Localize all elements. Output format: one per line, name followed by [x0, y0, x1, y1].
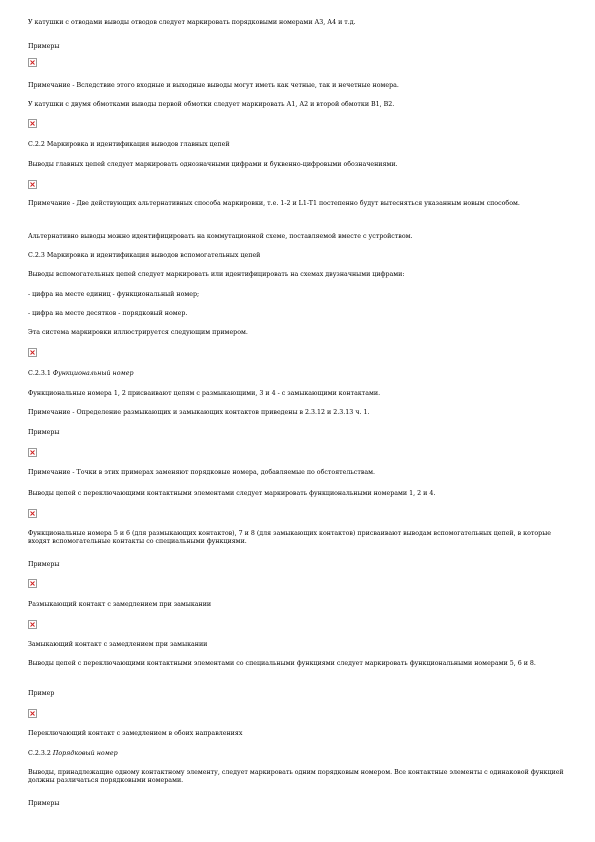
broken-image-icon [28, 119, 37, 128]
note-paragraph: Примечание - Определение размыкающих и замыкающих контактов приведены в 2.3.12 и 2.3.13 ч. 1. [28, 409, 370, 416]
paragraph: У катушки с двумя обмотками выводы первой обмотки следует маркировать А1, А2 и второй обмотки В1, В2. [28, 101, 395, 108]
section-heading: С.2.3 Маркировка и идентификация выводов вспомогательных цепей [28, 252, 261, 259]
examples-label: Примеры [28, 43, 60, 50]
subsection-heading [28, 370, 568, 378]
subsection-number: С.2.3.1 [28, 370, 51, 377]
caption: Замыкающий контакт с замедлением при замыкании [28, 641, 208, 648]
example-label: Пример [28, 690, 55, 697]
broken-image-icon [28, 180, 37, 189]
paragraph: Функциональные номера 5 и 6 (для размыкающих контактов), 7 и 8 (для замыкающих контактов) присваивают выводам вспомогательных цепей, в которые входят вспомогательные контакты со специальными функциями. [28, 530, 551, 545]
paragraph: Эта система маркировки иллюстрируется следующим примером. [28, 329, 248, 336]
paragraph: Выводы главных цепей следует маркировать однозначными цифрами и буквенно-цифровыми обозначениями. [28, 161, 398, 168]
subsection-title: Функциональный номер [52, 370, 134, 377]
note-paragraph: Примечание - Вследствие этого входные и выходные выводы могут иметь как четные, так и нечетные номера. [28, 82, 399, 89]
subsection-heading [28, 750, 568, 758]
broken-image-icon [28, 348, 37, 357]
caption: Размыкающий контакт с замедлением при замыкании [28, 601, 212, 608]
paragraph: Функциональные номера 1, 2 присваивают цепям с размыкающими, 3 и 4 - с замыкающими контактами. [28, 390, 381, 397]
paragraph: Альтернативно выводы можно идентифицировать на коммутационной схеме, поставляемой вместе с устройством. [28, 233, 413, 240]
examples-label: Примеры [28, 561, 60, 568]
broken-image-icon [28, 579, 37, 588]
paragraph: Выводы цепей с переключающими контактными элементами со специальными функциями следует маркировать функциональными номерами 5, 6 и 8. [28, 660, 536, 667]
paragraph: У катушки с отводами выводы отводов следует маркировать порядковыми номерами А3, А4 и т.д. [28, 19, 356, 26]
subsection-title: Порядковый номер [52, 750, 118, 757]
note-paragraph: Примечание - Точки в этих примерах заменяют порядковые номера, добавляемые по обстоятельствам. [28, 469, 376, 476]
section-heading: С.2.2 Маркировка и идентификация выводов главных цепей [28, 141, 230, 148]
broken-image-icon [28, 448, 37, 457]
broken-image-icon [28, 509, 37, 518]
paragraph: Выводы цепей с переключающими контактными элементами следует маркировать функциональными номерами 1, 2 и 4. [28, 490, 436, 497]
list-item: - цифра на месте десятков - порядковый номер. [28, 310, 188, 317]
list-item: - цифра на месте единиц - функциональный номер; [28, 291, 200, 298]
note-paragraph: Примечание - Две действующих альтернативных способа маркировки, т.е. 1-2 и L1-T1 постепенно будут вытесняться указанным новым способом. [28, 200, 520, 207]
examples-label: Примеры [28, 429, 60, 436]
broken-image-icon [28, 620, 37, 629]
caption: Переключающий контакт с замедлением в обоих направлениях [28, 730, 243, 737]
examples-label: Примеры [28, 800, 60, 807]
paragraph: Выводы вспомогательных цепей следует маркировать или идентифицировать на схемах двузначными цифрами: [28, 271, 405, 278]
subsection-number: С.2.3.2 [28, 750, 51, 757]
broken-image-icon [28, 709, 37, 718]
broken-image-icon [28, 58, 37, 67]
paragraph: Выводы, принадлежащие одному контактному элементу, следует маркировать одним порядковым номером. Все контактные элементы с одинаковой функцией должны различаться порядковыми номерами. [28, 769, 564, 784]
